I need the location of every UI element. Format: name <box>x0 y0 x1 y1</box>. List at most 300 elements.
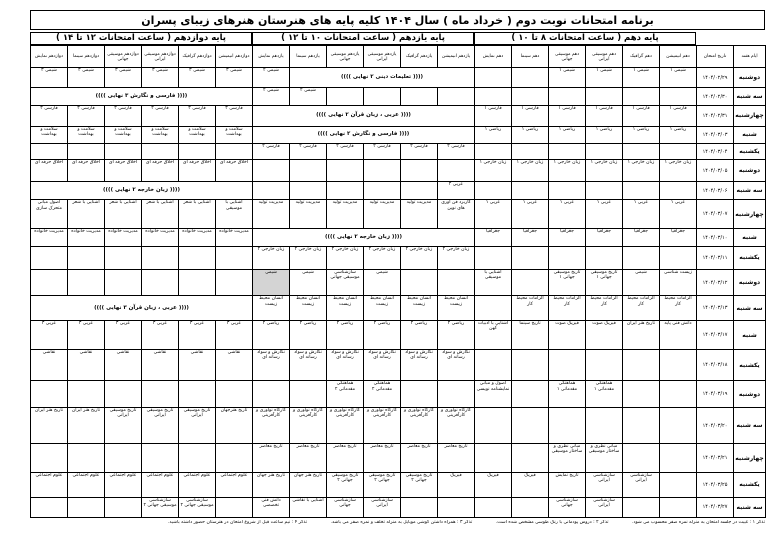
exam-cell: مدیریت خانواده <box>68 229 105 247</box>
exam-cell: فیزیک <box>438 473 475 498</box>
schedule-row <box>31 269 766 296</box>
exam-cell: اخلاق حرفه ای <box>105 160 142 182</box>
header-class: دهم نمایش <box>475 46 512 68</box>
final-exam-banner: (((( فارسی و نگارش ۲ نهایی )))) <box>253 126 475 144</box>
exam-cell <box>401 88 438 106</box>
exam-cell <box>68 247 105 269</box>
exam-cell: کارگاه نوآوری و کارآفرینی <box>438 408 475 444</box>
exam-cell <box>475 144 512 160</box>
exam-cell: علوم اجتماعی <box>179 473 216 498</box>
exam-cell: تاریخ موسیقی ایرانی <box>179 408 216 444</box>
exam-cell: انسان محیط زیست <box>290 296 327 321</box>
exam-cell: سازشناسی جهانی <box>549 497 586 517</box>
day-cell: شنبه <box>734 321 766 350</box>
exam-cell: جغرافیا <box>475 229 512 247</box>
exam-cell: هماهنگی مقدماتی ۱ <box>586 381 623 408</box>
exam-cell: فارسی ۱ <box>512 106 549 126</box>
exam-cell: عربی ۳ <box>68 321 105 350</box>
exam-cell: آشنایی با شعر <box>179 200 216 229</box>
date-cell: ۱۴۰۴/۰۳/۱۷ <box>697 321 734 350</box>
exam-cell: تاریخ سینما <box>512 321 549 350</box>
day-cell: چهارشنبه <box>734 200 766 229</box>
exam-cell: تاریخ موسیقی جهانی ۱ <box>549 269 586 296</box>
exam-cell: نگارش و سواد رسانه ای <box>290 350 327 381</box>
exam-cell <box>105 144 142 160</box>
exam-cell: آشنایی با ادبیات کهن <box>475 321 512 350</box>
exam-cell: فارسی ۱ <box>475 106 512 126</box>
date-cell: ۱۴۰۴/۰۳/۱۹ <box>697 381 734 408</box>
exam-cell <box>512 247 549 269</box>
exam-cell <box>253 182 290 200</box>
exam-cell <box>179 381 216 408</box>
exam-cell <box>142 381 179 408</box>
exam-cell: کارگاه نوآوری و کارآفرینی <box>253 408 290 444</box>
exam-cell: جغرافیا <box>549 229 586 247</box>
exam-cell <box>623 247 660 269</box>
exam-cell: اصول و مبانی نمایشنامه نویسی <box>475 381 512 408</box>
exam-cell: نگارش و سواد رسانه ای <box>327 350 364 381</box>
note-2: تذکر ۲ : دروس پودمانی با رنگ طوسی مشخص شده است. <box>495 520 609 525</box>
exam-cell <box>216 381 253 408</box>
exam-cell: آشنایی با نقاشی <box>290 497 327 517</box>
exam-cell: سلامت و بهداشت <box>105 126 142 144</box>
exam-cell: تاریخ نمایش <box>549 473 586 498</box>
header-date: تاریخ امتحان <box>697 46 734 68</box>
date-cell: ۱۴۰۴/۰۳/۲۵ <box>697 473 734 498</box>
exam-cell: زبان خارجی ۱ <box>586 160 623 182</box>
header-class: یازدهم سینما <box>290 46 327 68</box>
header-class: دوازدهم سینما <box>68 46 105 68</box>
schedule-row <box>31 182 766 200</box>
exam-cell: تاریخ معاصر <box>364 444 401 473</box>
exam-cell <box>475 182 512 200</box>
schedule-row <box>31 106 766 126</box>
exam-cell <box>512 350 549 381</box>
exam-cell: فارسی ۱ <box>549 106 586 126</box>
exam-cell <box>512 497 549 517</box>
exam-cell: دانش فنی تخصصی <box>253 497 290 517</box>
header-day: ایام هفته <box>734 46 766 68</box>
exam-cell <box>31 247 68 269</box>
exam-cell <box>364 160 401 182</box>
exam-cell: فارسی ۲ <box>401 144 438 160</box>
header-class: دهم گرافیک <box>623 46 660 68</box>
exam-cell <box>660 182 697 200</box>
exam-cell: جغرافیا <box>660 229 697 247</box>
grade10-band: پایه دهم ( ساعت امتحانات ۸ تا ۱۰ ) <box>474 32 696 45</box>
exam-cell <box>512 88 549 106</box>
exam-cell <box>68 497 105 517</box>
exam-cell <box>586 247 623 269</box>
day-cell: شنبه <box>734 229 766 247</box>
exam-cell: انسان محیط زیست <box>253 296 290 321</box>
exam-cell: فارسی ۲ <box>290 144 327 160</box>
exam-cell: تاریخ معاصر <box>253 444 290 473</box>
exam-cell: فارسی ۳ <box>68 106 105 126</box>
header-class: یازدهم موسیقی جهانی <box>327 46 364 68</box>
exam-cell <box>660 88 697 106</box>
header-class: یازدهم گرافیک <box>401 46 438 68</box>
exam-cell: فارسی ۱ <box>660 106 697 126</box>
exam-cell <box>475 68 512 88</box>
exam-cell <box>512 144 549 160</box>
schedule-row <box>31 68 766 88</box>
date-cell: ۱۴۰۴/۰۳/۲۰ <box>697 408 734 444</box>
exam-cell: فارسی ۳ <box>216 106 253 126</box>
exam-cell <box>660 444 697 473</box>
exam-cell: عربی ۳ <box>216 321 253 350</box>
header-class: دوازدهم گرافیک <box>179 46 216 68</box>
exam-cell <box>475 247 512 269</box>
exam-cell <box>31 444 68 473</box>
exam-cell <box>512 381 549 408</box>
header-class: دهم انیمیشن <box>660 46 697 68</box>
exam-cell: کاربرد فن آوری های نوین <box>438 200 475 229</box>
exam-cell: ریاضی ۱ <box>549 126 586 144</box>
exam-cell: زبان خارجی ۱ <box>512 160 549 182</box>
exam-cell: زبان خارجی ۱ <box>623 160 660 182</box>
exam-cell: مدیریت تولید <box>327 200 364 229</box>
exam-cell: مدیریت تولید <box>253 200 290 229</box>
exam-cell: زبان خارجی ۲ <box>401 247 438 269</box>
exam-cell: زبان خارجی ۲ <box>290 247 327 269</box>
exam-cell <box>179 269 216 296</box>
exam-cell <box>623 408 660 444</box>
exam-cell: زبان خارجی ۱ <box>549 160 586 182</box>
exam-cell: نگارش و سواد رسانه ای <box>438 350 475 381</box>
exam-cell: علوم اجتماعی <box>142 473 179 498</box>
exam-cell: جغرافیا <box>623 229 660 247</box>
exam-cell: شیمی <box>623 269 660 296</box>
day-cell: یکشنبه <box>734 350 766 381</box>
day-cell: شنبه <box>734 126 766 144</box>
exam-cell: عربی ۱ <box>512 200 549 229</box>
exam-cell: تاریخ معاصر <box>290 444 327 473</box>
exam-cell <box>105 247 142 269</box>
exam-cell: زبان خارجی ۲ <box>253 247 290 269</box>
date-cell: ۱۴۰۴/۰۳/۲۱ <box>697 444 734 473</box>
exam-cell: تاریخ هنر ایران <box>31 408 68 444</box>
exam-cell <box>401 182 438 200</box>
exam-cell <box>327 160 364 182</box>
exam-cell: عربی ۱ <box>660 200 697 229</box>
exam-cell: زبان خارجی ۲ <box>364 247 401 269</box>
exam-cell: علوم اجتماعی <box>31 473 68 498</box>
exam-cell: اخلاق حرفه ای <box>142 160 179 182</box>
date-cell: ۱۴۰۴/۰۳/۱۲ <box>697 269 734 296</box>
exam-cell: تاریخ هنر جهان <box>290 473 327 498</box>
date-cell: ۱۴۰۴/۰۳/۰۷ <box>697 200 734 229</box>
exam-cell <box>549 144 586 160</box>
exam-cell: ریاضی ۱ <box>512 126 549 144</box>
exam-cell: مدیریت خانواده <box>142 229 179 247</box>
exam-cell: آشنایی با موسیقی <box>216 200 253 229</box>
day-cell: سه شنبه <box>734 408 766 444</box>
day-cell: سه شنبه <box>734 296 766 321</box>
exam-cell: الزامات محیط کار <box>623 296 660 321</box>
exam-cell <box>512 408 549 444</box>
exam-cell: علوم اجتماعی <box>68 473 105 498</box>
exam-cell: نقاشی <box>179 350 216 381</box>
exam-cell: شیمی ۳ <box>179 68 216 88</box>
exam-cell: مدیریت تولید <box>401 200 438 229</box>
exam-cell: تاریخ معاصر <box>438 444 475 473</box>
exam-cell <box>660 247 697 269</box>
exam-cell: مبانی نظری و ساختار موسیقی <box>549 444 586 473</box>
schedule-row <box>31 200 766 229</box>
exam-cell: زیست شناسی <box>660 269 697 296</box>
exam-cell: سلامت و بهداشت <box>68 126 105 144</box>
exam-cell <box>623 444 660 473</box>
exam-cell <box>179 247 216 269</box>
exam-cell <box>142 144 179 160</box>
exam-cell: آشنایی با موسیقی <box>475 269 512 296</box>
exam-cell: عربی ۱ <box>586 200 623 229</box>
exam-cell <box>549 350 586 381</box>
exam-cell: شیمی ۳ <box>105 68 142 88</box>
exam-cell: الزامات محیط کار <box>586 296 623 321</box>
exam-cell <box>68 444 105 473</box>
exam-cell: شیمی ۳ <box>142 68 179 88</box>
exam-cell <box>68 269 105 296</box>
schedule-table <box>30 45 766 518</box>
exam-cell: سازشناسی موسیقی جهانی ۲ <box>142 497 179 517</box>
exam-cell: هماهنگی مقدماتی ۲ <box>364 381 401 408</box>
note-3: تذکر ۳ : همراه داشتن گوشی موبایل به منزله تخلف و نمره صفر می باشد. <box>330 520 473 525</box>
exam-cell: شیمی ۱ <box>623 68 660 88</box>
exam-cell: عربی ۳ <box>31 321 68 350</box>
final-exam-banner: (((( عربی ، زبان قرآن ۲ نهایی )))) <box>253 106 475 126</box>
exam-cell: ریاضی ۲ <box>290 321 327 350</box>
exam-cell: فارسی ۳ <box>142 106 179 126</box>
exam-cell <box>105 269 142 296</box>
exam-cell: تاریخ هنر ایران <box>623 321 660 350</box>
exam-cell <box>475 350 512 381</box>
exam-cell: فارسی ۲ <box>253 144 290 160</box>
schedule-row <box>31 126 766 144</box>
exam-cell: فیزیک <box>512 473 549 498</box>
exam-cell <box>401 160 438 182</box>
exam-cell: فارسی ۳ <box>105 106 142 126</box>
exam-cell: آشنایی با شعر <box>142 200 179 229</box>
exam-cell: سازشناسی جهانی <box>327 497 364 517</box>
exam-cell: کارگاه نوآوری و کارآفرینی <box>327 408 364 444</box>
exam-cell: ریاضی ۲ <box>327 321 364 350</box>
exam-cell <box>216 144 253 160</box>
exam-cell <box>216 247 253 269</box>
exam-cell: مدیریت خانواده <box>216 229 253 247</box>
final-exam-banner: (((( تعلیمات دینی ۲ نهایی )))) <box>290 68 475 88</box>
day-cell: یکشنبه <box>734 473 766 498</box>
exam-cell: شیمی ۲ <box>253 88 290 106</box>
exam-cell: انسان محیط زیست <box>438 296 475 321</box>
date-cell: ۱۴۰۴/۰۳/۲۷ <box>697 497 734 517</box>
exam-cell <box>105 444 142 473</box>
exam-cell <box>475 444 512 473</box>
date-cell: ۱۴۰۴/۰۳/۰۶ <box>697 182 734 200</box>
exam-cell: سلامت و بهداشت <box>179 126 216 144</box>
exam-cell: شیمی ۳ <box>68 68 105 88</box>
exam-cell <box>327 88 364 106</box>
exam-cell <box>623 88 660 106</box>
exam-cell: سازشناسی موسیقی جهانی ۲ <box>179 497 216 517</box>
exam-cell <box>31 497 68 517</box>
exam-cell: اخلاق حرفه ای <box>216 160 253 182</box>
exam-cell <box>660 473 697 498</box>
exam-cell: نگارش و سواد رسانه ای <box>253 350 290 381</box>
exam-cell <box>142 269 179 296</box>
exam-cell <box>623 350 660 381</box>
exam-cell <box>364 182 401 200</box>
day-cell: دوشنبه <box>734 269 766 296</box>
exam-cell: نگارش و سواد رسانه ای <box>401 350 438 381</box>
footer-notes <box>30 520 765 534</box>
exam-cell: شیمی ۱ <box>586 68 623 88</box>
exam-cell: تاریخ هنرجهان <box>216 408 253 444</box>
exam-cell: فارسی ۱ <box>623 106 660 126</box>
exam-cell: نقاشی <box>105 350 142 381</box>
schedule-row <box>31 296 766 321</box>
note-1: تذکر ۱ : غیبت در جلسه امتحان به منزله نمره صفر محسوب می شود. <box>631 520 765 525</box>
exam-cell: عربی ۳ <box>105 321 142 350</box>
exam-cell <box>438 269 475 296</box>
schedule-row <box>31 497 766 517</box>
exam-cell <box>438 497 475 517</box>
exam-cell <box>549 247 586 269</box>
exam-cell: سلامت و بهداشت <box>31 126 68 144</box>
exam-cell: ریاضی ۱ <box>586 126 623 144</box>
exam-cell: کارگاه نوآوری و کارآفرینی <box>364 408 401 444</box>
exam-cell: ریاضی ۱ <box>623 126 660 144</box>
date-cell: ۱۴۰۴/۰۳/۰۴ <box>697 144 734 160</box>
exam-cell: آشنایی با شعر <box>68 200 105 229</box>
exam-cell: سازشناسی موسیقی جهانی <box>327 269 364 296</box>
exam-cell: علوم اجتماعی <box>105 473 142 498</box>
exam-cell: فارسی ۳ <box>31 106 68 126</box>
exam-cell <box>142 444 179 473</box>
exam-cell: آشنایی با شعر <box>105 200 142 229</box>
exam-cell <box>31 144 68 160</box>
exam-cell <box>512 444 549 473</box>
exam-cell: مدیریت تولید <box>364 200 401 229</box>
exam-cell: عربی ۳ <box>142 321 179 350</box>
day-cell: سه شنبه <box>734 88 766 106</box>
final-exam-banner: (((( عربی ، زبان قرآن ۳ نهایی )))) <box>31 296 253 321</box>
exam-cell: فارسی ۲ <box>364 144 401 160</box>
day-cell: دوشنبه <box>734 160 766 182</box>
exam-cell: شیمی ۳ <box>216 68 253 88</box>
day-cell: یکشنبه <box>734 144 766 160</box>
exam-cell <box>549 182 586 200</box>
exam-cell: نقاشی <box>31 350 68 381</box>
exam-cell <box>290 160 327 182</box>
page-title: برنامه امتحانات نوبت دوم ( خرداد ماه ) سال ۱۴۰۴ کلیه پایه های هنرستان هنرهای زیبای پسران <box>30 10 765 30</box>
schedule-row <box>31 473 766 498</box>
grade12-band: پایه دوازدهم ( ساعت امتحانات ۱۲ تا ۱۴ ) <box>30 32 252 45</box>
exam-cell: سازشناسی ایرانی <box>586 497 623 517</box>
exam-cell <box>216 497 253 517</box>
date-cell: ۱۴۰۴/۰۳/۰۵ <box>697 160 734 182</box>
exam-cell: سلامت و بهداشت <box>216 126 253 144</box>
exam-cell: کارگاه نوآوری و کارآفرینی <box>290 408 327 444</box>
exam-cell: زبان خارجی ۲ <box>438 247 475 269</box>
exam-cell <box>401 269 438 296</box>
exam-cell: عربی ۱ <box>549 200 586 229</box>
exam-cell <box>179 144 216 160</box>
exam-cell: تاریخ موسیقی جهانی ۲ <box>327 473 364 498</box>
exam-cell <box>586 144 623 160</box>
exam-cell <box>623 144 660 160</box>
exam-cell <box>31 269 68 296</box>
exam-cell <box>401 497 438 517</box>
exam-cell: نقاشی <box>142 350 179 381</box>
exam-cell <box>660 497 697 517</box>
exam-cell <box>660 408 697 444</box>
date-cell: ۱۴۰۴/۰۳/۰۳ <box>697 126 734 144</box>
schedule-row <box>31 350 766 381</box>
final-exam-banner: (((( فارسی و نگارش ۳ نهایی )))) <box>31 88 253 106</box>
exam-cell <box>216 444 253 473</box>
exam-cell <box>290 182 327 200</box>
exam-cell: مدیریت خانواده <box>31 229 68 247</box>
date-cell: ۱۴۰۴/۰۲/۳۱ <box>697 106 734 126</box>
exam-cell: تاریخ معاصر <box>401 444 438 473</box>
schedule-row <box>31 160 766 182</box>
date-cell: ۱۴۰۴/۰۲/۲۹ <box>697 68 734 88</box>
exam-cell <box>549 88 586 106</box>
schedule-row <box>31 88 766 106</box>
exam-cell: دانش فنی پایه <box>660 321 697 350</box>
exam-cell <box>290 381 327 408</box>
exam-cell: شیمی ۲ <box>290 88 327 106</box>
exam-cell: هماهنگی مقدماتی ۲ <box>327 381 364 408</box>
exam-cell: تاریخ موسیقی ایرانی <box>105 408 142 444</box>
exam-cell: تاریخ موسیقی ایرانی <box>142 408 179 444</box>
exam-cell: شیمی <box>364 269 401 296</box>
exam-cell: شیمی ۳ <box>31 68 68 88</box>
day-cell: چهارشنبه <box>734 106 766 126</box>
schedule-row <box>31 229 766 247</box>
exam-cell: نقاشی <box>216 350 253 381</box>
exam-cell: اصول مبانی متحرک سازی <box>31 200 68 229</box>
exam-cell <box>623 381 660 408</box>
exam-cell <box>660 381 697 408</box>
exam-cell: فیزیک <box>475 473 512 498</box>
exam-cell: سلامت و بهداشت <box>142 126 179 144</box>
exam-cell: شیمی <box>253 269 290 296</box>
exam-cell: الزامات محیط کار <box>549 296 586 321</box>
exam-cell <box>660 144 697 160</box>
exam-cell: فارسی ۲ <box>327 144 364 160</box>
exam-cell: ریاضی ۲ <box>401 321 438 350</box>
exam-cell: مدیریت تولید <box>290 200 327 229</box>
day-cell: سه شنبه <box>734 497 766 517</box>
exam-cell: انسان محیط زیست <box>364 296 401 321</box>
exam-cell: انسان محیط زیست <box>401 296 438 321</box>
exam-cell: سازشناسی ایرانی <box>364 497 401 517</box>
header-class: دوازدهم موسیقی جهانی <box>105 46 142 68</box>
header-class: دهم موسیقی ایرانی <box>586 46 623 68</box>
header-class: دوازدهم نمایش <box>31 46 68 68</box>
exam-cell: نگارش و سواد رسانه ای <box>364 350 401 381</box>
exam-cell <box>105 497 142 517</box>
exam-cell: تاریخ موسیقی جهانی ۱ <box>586 269 623 296</box>
exam-cell: تاریخ معاصر <box>327 444 364 473</box>
exam-cell: شیمی ۱ <box>549 68 586 88</box>
header-class: دوازدهم موسیقی ایرانی <box>142 46 179 68</box>
schedule-row <box>31 444 766 473</box>
exam-cell <box>253 160 290 182</box>
